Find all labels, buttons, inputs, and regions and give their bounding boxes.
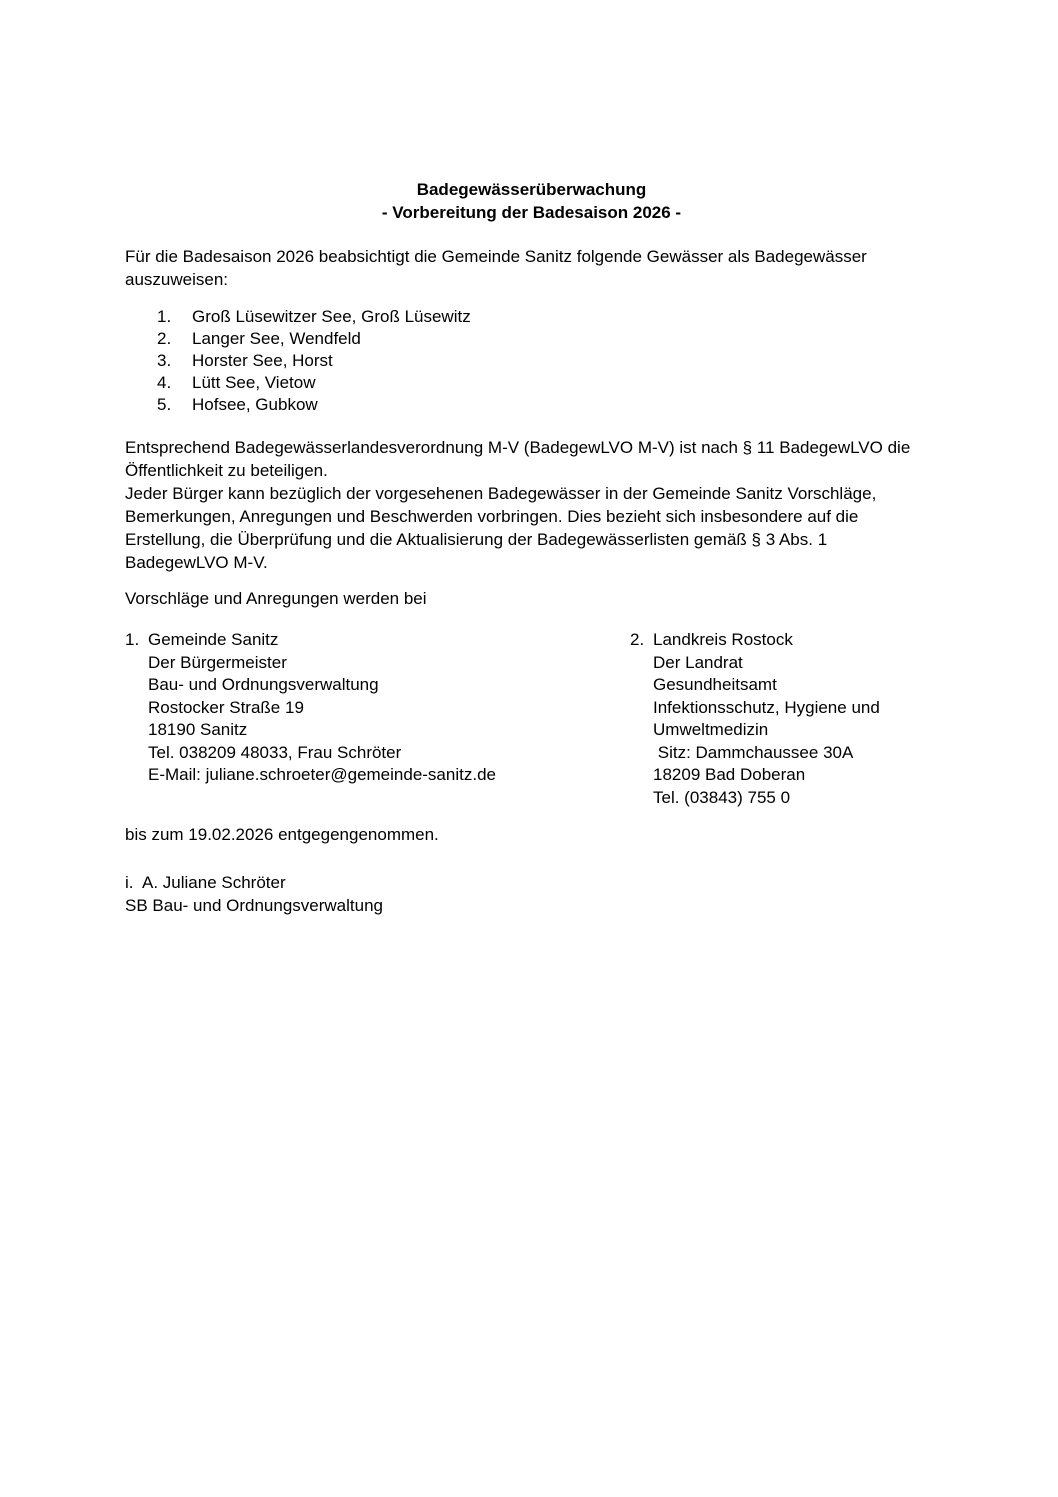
contact-address-line: Sitz: Dammchaussee 30A xyxy=(653,742,854,762)
list-item xyxy=(125,306,938,328)
contacts-section xyxy=(125,629,938,809)
document-title-line2: - Vorbereitung der Badesaison 2026 - xyxy=(381,203,682,222)
signature-role-line: SB Bau- und Ordnungsverwaltung xyxy=(125,896,383,915)
contact-detail-line: Der Landrat xyxy=(653,652,743,672)
contact-number: 2. xyxy=(630,630,645,649)
contact-detail-line: Infektionsschutz, Hygiene und xyxy=(653,697,880,717)
legal-line: Öffentlichkeit zu beteiligen. xyxy=(125,461,328,480)
contact-name: Landkreis Rostock xyxy=(653,630,793,649)
list-item-label: Groß Lüsewitzer See, Groß Lüsewitz xyxy=(192,307,471,326)
list-item-label: Hofsee, Gubkow xyxy=(192,395,318,414)
list-item-number: 5. xyxy=(157,395,172,414)
legal-line: Entsprechend Badegewässerlandesverordnung M-V (BadegewLVO M-V) ist nach § 11 BadegewLVO die xyxy=(125,438,911,457)
list-item-label: Horster See, Horst xyxy=(192,351,333,370)
contact-heading xyxy=(125,629,630,652)
legal-line: Erstellung, die Überprüfung und die Aktualisierung der Badegewässerlisten gemäß § 3 Abs. 1 xyxy=(125,530,828,549)
proposals-intro-line: Vorschläge und Anregungen werden bei xyxy=(125,589,427,608)
contact-phone-line: Tel. (03843) 755 0 xyxy=(653,787,791,807)
contact-landkreis-rostock xyxy=(630,629,938,809)
contact-detail-line: Umweltmedizin xyxy=(653,720,769,739)
legal-paragraph xyxy=(125,436,938,574)
document-title xyxy=(125,178,938,224)
legal-line: BadegewLVO M-V. xyxy=(125,553,268,572)
deadline-line: bis zum 19.02.2026 entgegengenommen. xyxy=(125,825,439,844)
list-item xyxy=(125,394,938,416)
lake-list xyxy=(125,306,938,416)
contact-detail-line: Gesundheitsamt xyxy=(653,675,777,694)
signature-name-line: i. A. Juliane Schröter xyxy=(125,873,286,892)
list-item-label: Langer See, Wendfeld xyxy=(192,329,361,348)
contact-name: Gemeinde Sanitz xyxy=(148,630,279,649)
list-item-label: Lütt See, Vietow xyxy=(192,373,316,392)
list-item xyxy=(125,372,938,394)
contact-detail-line: Rostocker Straße 19 xyxy=(148,697,304,717)
intro-paragraph xyxy=(125,245,938,291)
contact-gemeinde-sanitz xyxy=(125,629,630,809)
list-item-number: 2. xyxy=(157,329,172,348)
intro-line2: auszuweisen: xyxy=(125,270,229,289)
intro-line1: Für die Badesaison 2026 beabsichtigt die Gemeinde Sanitz folgende Gewässer als Badegewässer xyxy=(125,247,867,266)
list-item xyxy=(125,350,938,372)
contact-address-line: 18209 Bad Doberan xyxy=(653,765,806,784)
contact-heading xyxy=(630,629,938,652)
contact-detail-line: Bau- und Ordnungsverwaltung xyxy=(148,675,379,694)
contact-detail-line: 18190 Sanitz xyxy=(148,720,248,739)
legal-line: Jeder Bürger kann bezüglich der vorgesehenen Badegewässer in der Gemeinde Sanitz Vorschläge, xyxy=(125,484,877,503)
list-item-number: 1. xyxy=(157,307,172,326)
document-title-line1: Badegewässerüberwachung xyxy=(416,180,647,199)
contact-phone-line: Tel. 038209 48033, Frau Schröter xyxy=(148,742,402,762)
list-item xyxy=(125,328,938,350)
contact-detail-line: Der Bürgermeister xyxy=(148,652,287,672)
contact-email-line: E-Mail: juliane.schroeter@gemeinde-sanitz.de xyxy=(148,765,496,784)
list-item-number: 4. xyxy=(157,373,172,392)
list-item-number: 3. xyxy=(157,351,172,370)
contact-number: 1. xyxy=(125,630,140,649)
signature-block xyxy=(125,871,938,917)
legal-line: Bemerkungen, Anregungen und Beschwerden vorbringen. Dies bezieht sich insbesondere auf die xyxy=(125,507,859,526)
